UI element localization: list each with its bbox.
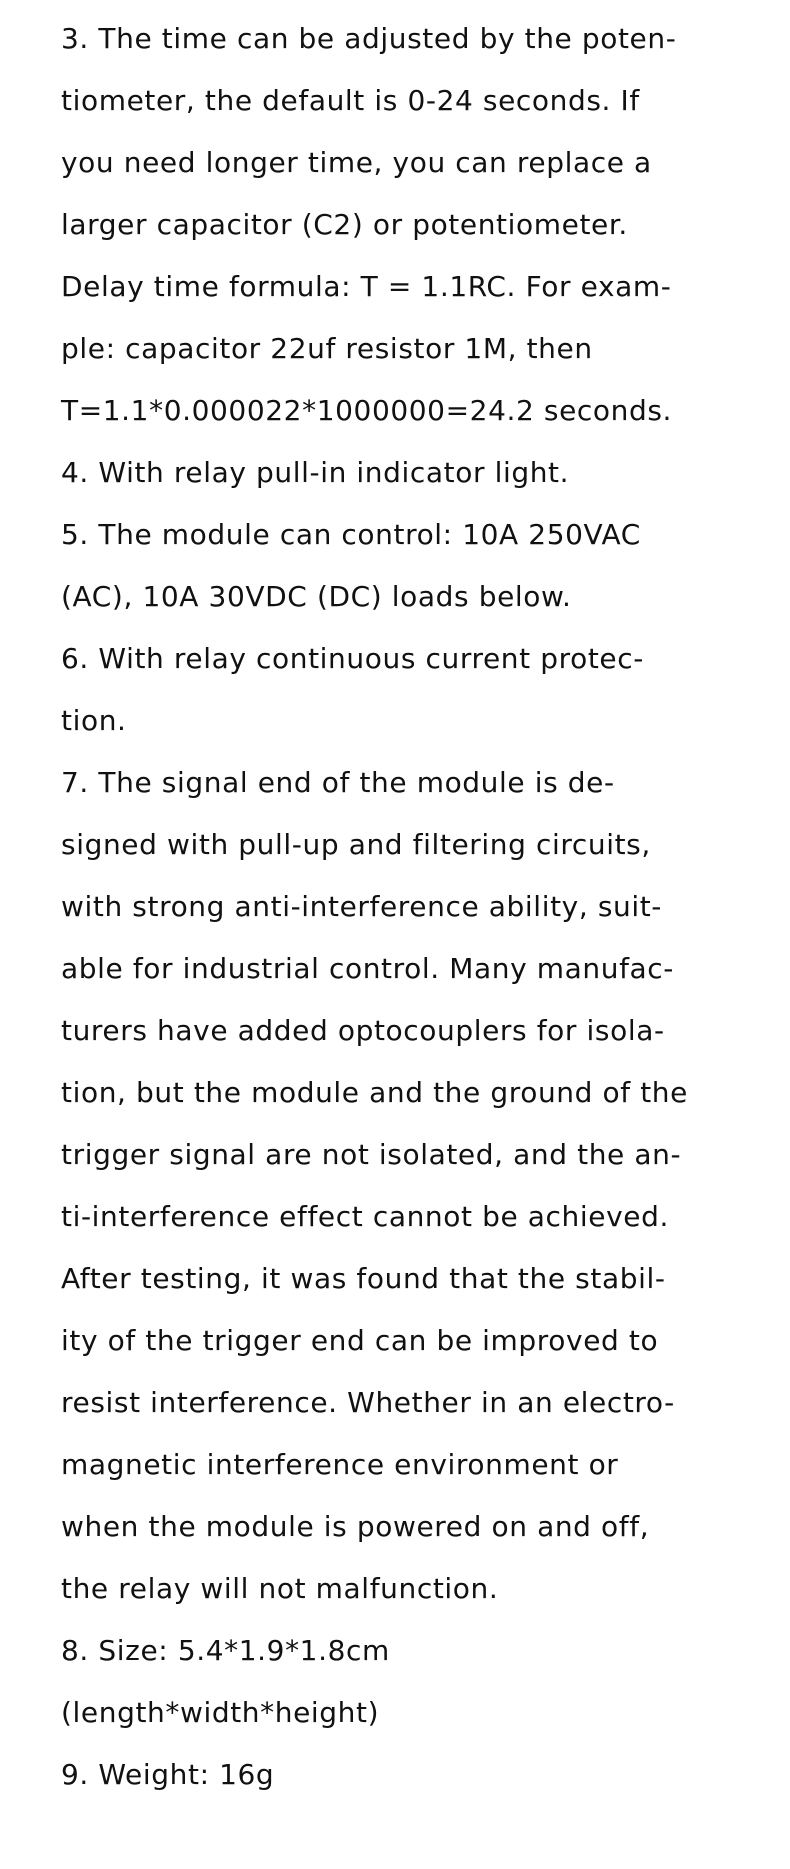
text-line: the relay will not malfunction. (61, 1572, 499, 1605)
text-line: magnetic interference environment or (61, 1448, 619, 1481)
text-line: (AC), 10A 30VDC (DC) loads below. (61, 580, 572, 613)
text-line: 3. The time can be adjusted by the poten- (61, 22, 677, 55)
text-line: able for industrial control. Many manufac- (61, 952, 675, 985)
text-line: (length*width*height) (61, 1696, 380, 1729)
text-line: ity of the trigger end can be improved to (61, 1324, 659, 1357)
text-line: signed with pull-up and filtering circuits, (61, 828, 651, 861)
text-line: tiometer, the default is 0-24 seconds. If (61, 84, 640, 117)
text-line: turers have added optocouplers for isola- (61, 1014, 665, 1047)
text-line: 9. Weight: 16g (61, 1758, 275, 1791)
text-line: 8. Size: 5.4*1.9*1.8cm (61, 1634, 390, 1667)
text-line: with strong anti-interference ability, suit- (61, 890, 663, 923)
text-line: when the module is powered on and off, (61, 1510, 650, 1543)
text-line: 4. With relay pull-in indicator light. (61, 456, 570, 489)
text-line: 6. With relay continuous current protec- (61, 642, 644, 675)
text-line: you need longer time, you can replace a (61, 146, 652, 179)
product-spec-text (61, 8, 761, 1806)
text-line: ple: capacitor 22uf resistor 1M, then (61, 332, 593, 365)
text-line: ti-interference effect cannot be achieved. (61, 1200, 669, 1233)
text-line: After testing, it was found that the stabil- (61, 1262, 666, 1295)
text-line: T=1.1*0.000022*1000000=24.2 seconds. (61, 394, 673, 427)
text-line: 5. The module can control: 10A 250VAC (61, 518, 641, 551)
text-line: tion. (61, 704, 127, 737)
text-line: larger capacitor (C2) or potentiometer. (61, 208, 628, 241)
text-line: tion, but the module and the ground of the (61, 1076, 688, 1109)
text-line: trigger signal are not isolated, and the an- (61, 1138, 682, 1171)
text-line: Delay time formula: T = 1.1RC. For exam- (61, 270, 672, 303)
text-line: 7. The signal end of the module is de- (61, 766, 615, 799)
text-line: resist interference. Whether in an electro- (61, 1386, 675, 1419)
